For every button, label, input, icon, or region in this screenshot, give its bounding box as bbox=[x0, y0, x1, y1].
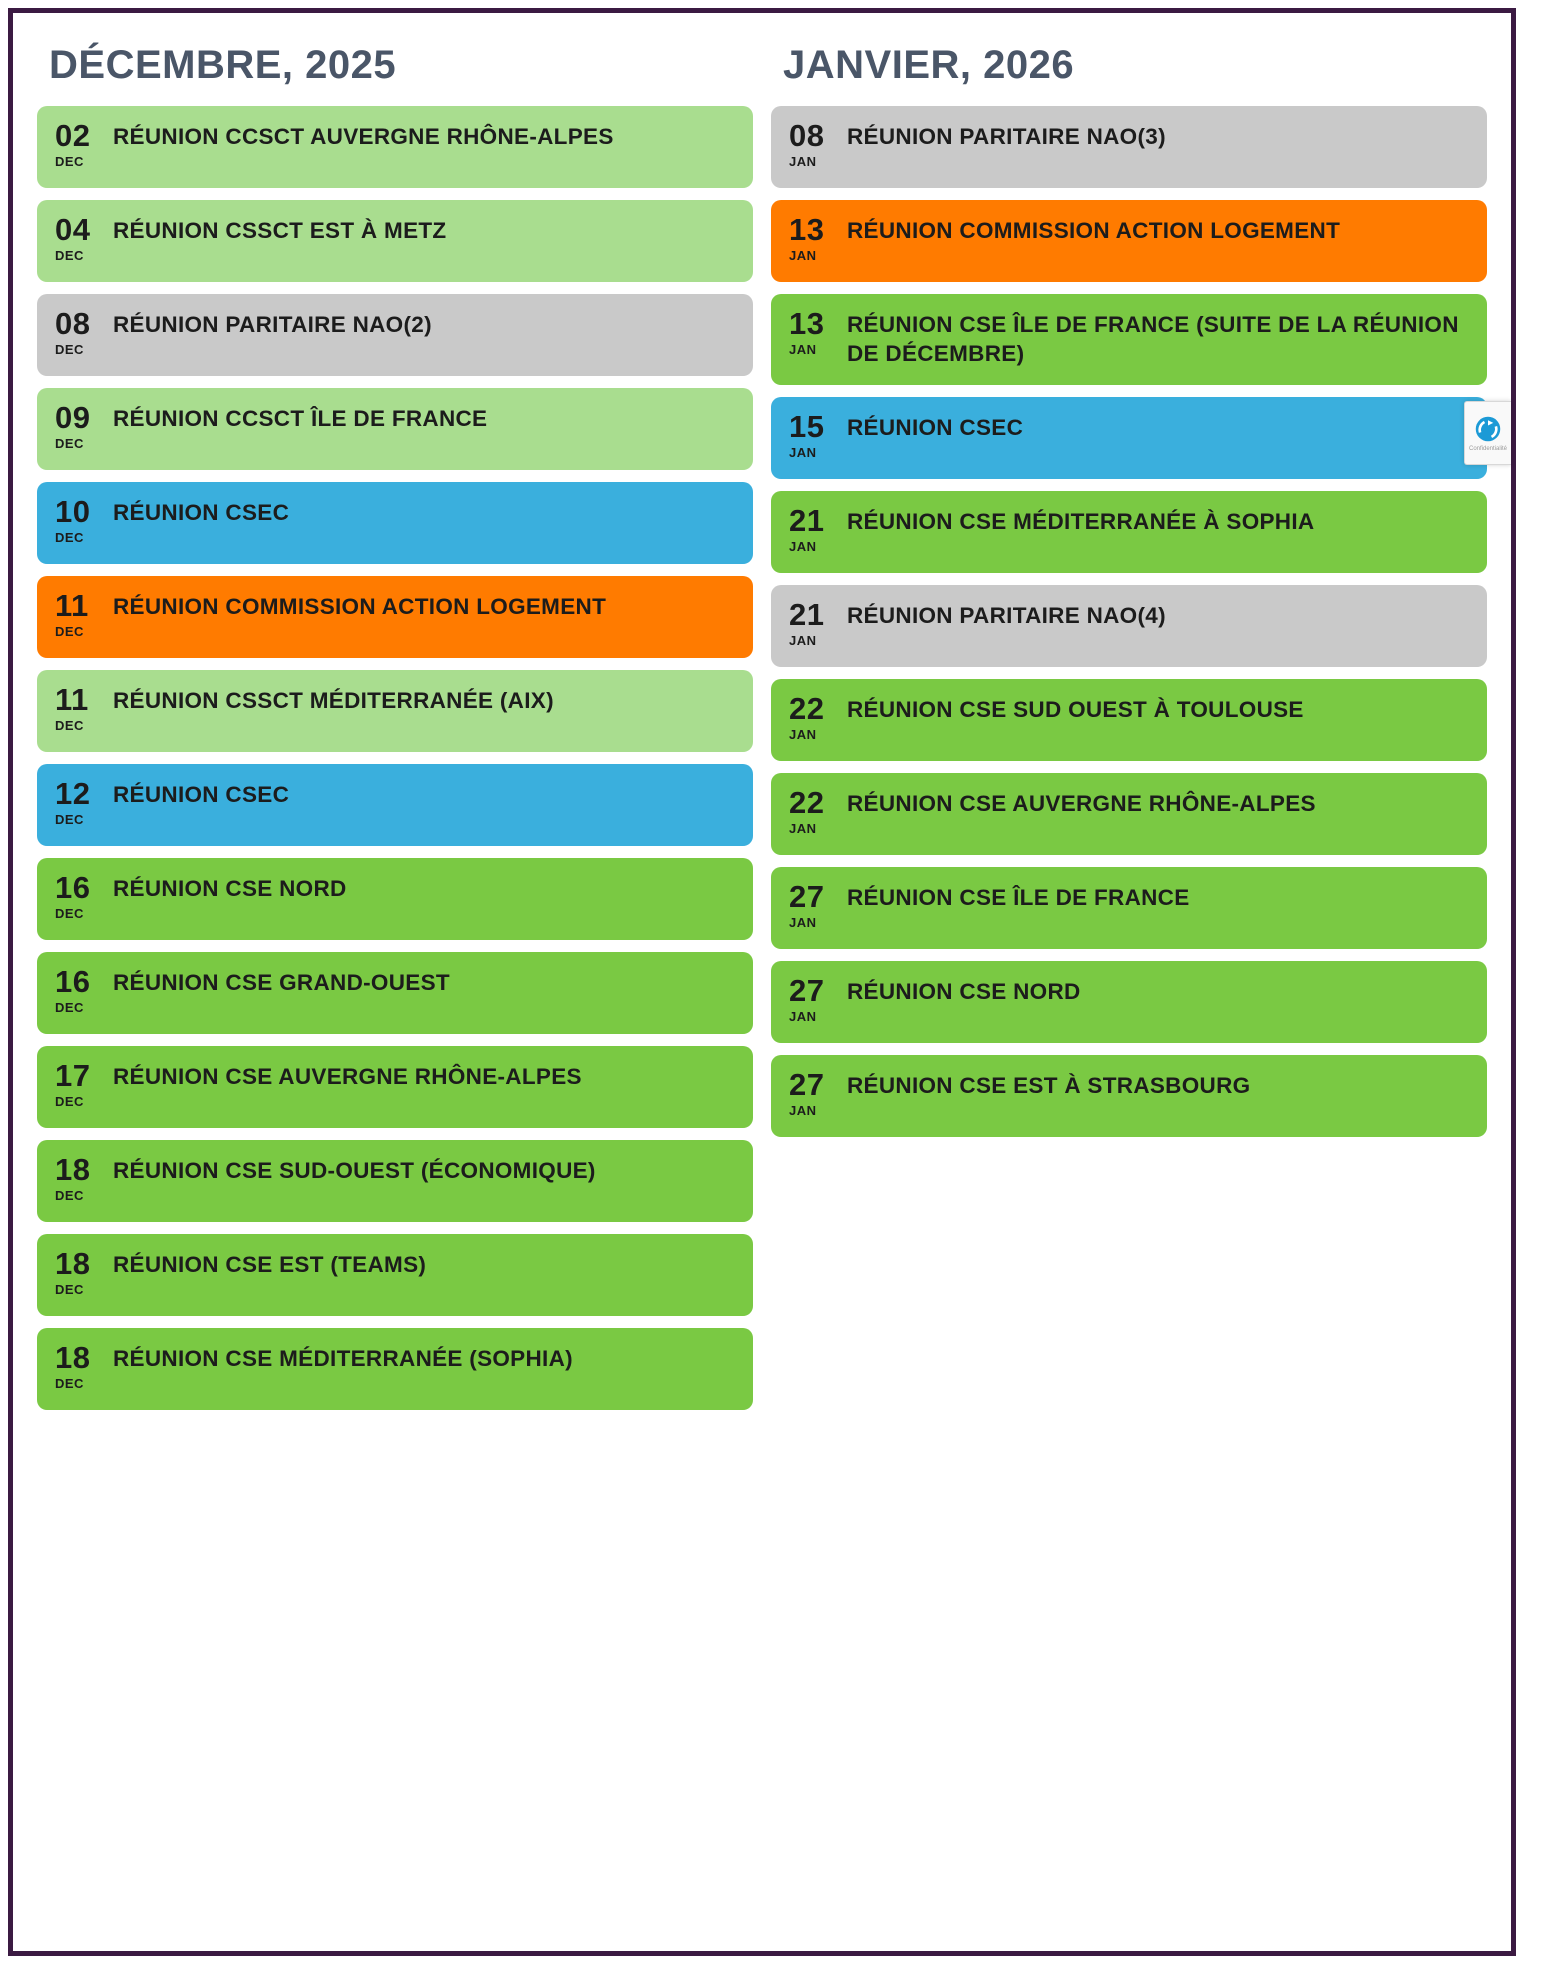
event-title: RÉUNION CSSCT MÉDITERRANÉE (AIX) bbox=[113, 688, 554, 713]
event-day: 21 bbox=[789, 596, 825, 632]
event-title: RÉUNION PARITAIRE NAO(4) bbox=[847, 602, 1166, 628]
event-month: DEC bbox=[55, 812, 84, 827]
event-day: 27 bbox=[789, 1066, 825, 1102]
event-title: RÉUNION COMMISSION ACTION LOGEMENT bbox=[113, 594, 607, 619]
event-card[interactable] bbox=[37, 200, 753, 282]
event-date bbox=[55, 1060, 113, 1108]
event-card[interactable] bbox=[771, 961, 1487, 1043]
event-month: DEC bbox=[55, 1282, 84, 1297]
event-title: RÉUNION CSSCT EST À METZ bbox=[113, 218, 447, 243]
event-date bbox=[55, 966, 113, 1014]
event-card[interactable] bbox=[771, 200, 1487, 282]
event-title: RÉUNION PARITAIRE NAO(3) bbox=[847, 124, 1166, 149]
event-month: DEC bbox=[55, 1000, 84, 1015]
event-card[interactable] bbox=[771, 397, 1487, 479]
event-date bbox=[55, 1154, 113, 1202]
event-card[interactable] bbox=[771, 1055, 1487, 1137]
event-day: 22 bbox=[789, 784, 825, 820]
event-title: RÉUNION CSE ÎLE DE FRANCE bbox=[847, 884, 1190, 910]
event-day: 15 bbox=[789, 408, 825, 444]
event-card[interactable] bbox=[37, 1328, 753, 1410]
event-month: JAN bbox=[789, 342, 817, 357]
event-day: 12 bbox=[55, 776, 91, 811]
event-month: JAN bbox=[789, 154, 817, 169]
event-title: RÉUNION CCSCT ÎLE DE FRANCE bbox=[113, 406, 488, 431]
month-title-january: JANVIER, 2026 bbox=[783, 43, 1075, 87]
event-card[interactable] bbox=[37, 1234, 753, 1316]
calendar-column-december bbox=[37, 35, 753, 1941]
recaptcha-label: Confidentialité bbox=[1468, 445, 1508, 452]
event-month: DEC bbox=[55, 1094, 84, 1109]
event-card[interactable] bbox=[37, 670, 753, 752]
event-card[interactable] bbox=[771, 585, 1487, 667]
event-card[interactable] bbox=[37, 1046, 753, 1128]
event-title: RÉUNION CSE NORD bbox=[113, 876, 347, 901]
event-date bbox=[55, 590, 113, 638]
recaptcha-icon bbox=[1474, 415, 1502, 443]
event-month: JAN bbox=[789, 444, 817, 460]
event-day: 22 bbox=[789, 690, 825, 726]
event-month: DEC bbox=[55, 436, 84, 451]
event-date bbox=[789, 784, 847, 836]
event-date bbox=[789, 408, 847, 460]
event-card[interactable] bbox=[37, 1140, 753, 1222]
event-card[interactable] bbox=[771, 679, 1487, 761]
event-title: RÉUNION CSE EST À STRASBOURG bbox=[847, 1072, 1251, 1098]
event-date bbox=[789, 596, 847, 648]
event-date bbox=[789, 878, 847, 930]
event-day: 09 bbox=[55, 400, 91, 435]
event-title: RÉUNION CSE GRAND-OUEST bbox=[113, 970, 450, 995]
event-card[interactable] bbox=[37, 952, 753, 1034]
event-list-december bbox=[37, 106, 753, 1410]
event-title: RÉUNION CSE MÉDITERRANÉE (SOPHIA) bbox=[113, 1346, 573, 1371]
event-date bbox=[789, 1066, 847, 1118]
event-day: 16 bbox=[55, 870, 91, 905]
event-date bbox=[789, 214, 847, 262]
event-day: 27 bbox=[789, 972, 825, 1008]
event-month: JAN bbox=[789, 914, 817, 930]
event-card[interactable] bbox=[37, 576, 753, 658]
event-title: RÉUNION CSE SUD OUEST À TOULOUSE bbox=[847, 696, 1304, 722]
event-month: DEC bbox=[55, 530, 84, 545]
event-month: JAN bbox=[789, 1008, 817, 1024]
event-day: 18 bbox=[55, 1340, 91, 1375]
event-card[interactable] bbox=[37, 106, 753, 188]
event-title: RÉUNION PARITAIRE NAO(2) bbox=[113, 312, 432, 337]
event-day: 16 bbox=[55, 964, 91, 999]
event-day: 13 bbox=[789, 306, 825, 341]
event-date bbox=[55, 496, 113, 544]
event-month: DEC bbox=[55, 1188, 84, 1203]
event-month: DEC bbox=[55, 624, 84, 639]
event-title: RÉUNION CSEC bbox=[847, 414, 1024, 440]
event-month: JAN bbox=[789, 820, 817, 836]
event-title: RÉUNION CSE SUD-OUEST (ÉCONOMIQUE) bbox=[113, 1158, 596, 1183]
calendar-page-frame bbox=[8, 8, 1516, 1956]
event-card[interactable] bbox=[37, 294, 753, 376]
event-date bbox=[789, 308, 847, 356]
event-day: 02 bbox=[55, 118, 91, 153]
event-month: JAN bbox=[789, 538, 817, 554]
event-day: 08 bbox=[789, 118, 825, 153]
event-month: DEC bbox=[55, 248, 84, 263]
event-card[interactable] bbox=[771, 294, 1487, 385]
event-month: DEC bbox=[55, 154, 84, 169]
event-card[interactable] bbox=[37, 858, 753, 940]
event-month: DEC bbox=[55, 1376, 84, 1391]
event-month: DEC bbox=[55, 718, 84, 733]
event-title: RÉUNION CSE ÎLE DE FRANCE (SUITE DE LA RÉUNION DE DÉCEMBRE) bbox=[847, 312, 1459, 366]
event-month: JAN bbox=[789, 248, 817, 263]
event-title: RÉUNION CCSCT AUVERGNE RHÔNE-ALPES bbox=[113, 124, 614, 149]
event-date bbox=[55, 402, 113, 450]
event-title: RÉUNION COMMISSION ACTION LOGEMENT bbox=[847, 218, 1341, 243]
event-day: 10 bbox=[55, 494, 91, 529]
event-day: 11 bbox=[55, 588, 89, 623]
event-month: DEC bbox=[55, 906, 84, 921]
event-date bbox=[789, 502, 847, 554]
event-date bbox=[55, 778, 113, 826]
event-month: JAN bbox=[789, 632, 817, 648]
event-title: RÉUNION CSE MÉDITERRANÉE À SOPHIA bbox=[847, 508, 1315, 534]
event-day: 13 bbox=[789, 212, 825, 247]
event-day: 08 bbox=[55, 306, 91, 341]
event-title: RÉUNION CSE AUVERGNE RHÔNE-ALPES bbox=[847, 790, 1316, 816]
event-day: 27 bbox=[789, 878, 825, 914]
event-date bbox=[55, 120, 113, 168]
event-day: 11 bbox=[55, 682, 89, 717]
event-date bbox=[55, 214, 113, 262]
event-card[interactable] bbox=[771, 491, 1487, 573]
event-date bbox=[55, 872, 113, 920]
event-date bbox=[55, 684, 113, 732]
event-month: JAN bbox=[789, 1102, 817, 1118]
event-title: RÉUNION CSEC bbox=[113, 500, 290, 525]
month-title-december: DÉCEMBRE, 2025 bbox=[49, 43, 397, 87]
event-date bbox=[55, 1342, 113, 1390]
event-date bbox=[789, 690, 847, 742]
event-month: JAN bbox=[789, 726, 817, 742]
event-date bbox=[55, 308, 113, 356]
event-card[interactable] bbox=[771, 773, 1487, 855]
event-day: 18 bbox=[55, 1246, 91, 1281]
event-title: RÉUNION CSE AUVERGNE RHÔNE-ALPES bbox=[113, 1064, 582, 1089]
event-date bbox=[789, 120, 847, 168]
event-title: RÉUNION CSE EST (TEAMS) bbox=[113, 1252, 427, 1277]
calendar-column-january bbox=[771, 35, 1487, 1941]
event-card[interactable] bbox=[37, 482, 753, 564]
event-title: RÉUNION CSEC bbox=[113, 782, 290, 807]
event-card[interactable] bbox=[771, 867, 1487, 949]
event-day: 04 bbox=[55, 212, 91, 247]
event-card[interactable] bbox=[37, 388, 753, 470]
event-list-january bbox=[771, 106, 1487, 1137]
event-card[interactable] bbox=[771, 106, 1487, 188]
event-card[interactable] bbox=[37, 764, 753, 846]
recaptcha-badge[interactable] bbox=[1464, 401, 1511, 465]
event-month: DEC bbox=[55, 342, 84, 357]
event-day: 21 bbox=[789, 502, 825, 538]
event-day: 18 bbox=[55, 1152, 91, 1187]
event-date bbox=[789, 972, 847, 1024]
calendar-container bbox=[13, 13, 1511, 1951]
event-date bbox=[55, 1248, 113, 1296]
event-title: RÉUNION CSE NORD bbox=[847, 978, 1081, 1004]
event-day: 17 bbox=[55, 1058, 91, 1093]
